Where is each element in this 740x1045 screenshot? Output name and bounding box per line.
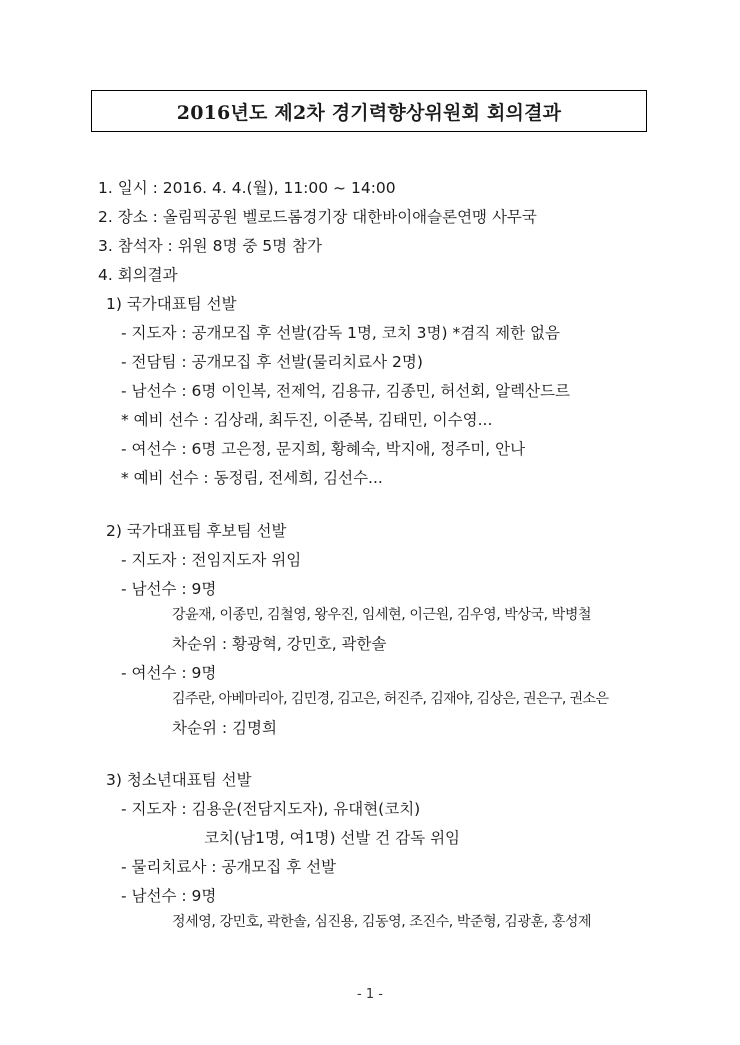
candidate-coach: - 지도자 : 전임지도자 위임 <box>121 551 302 569</box>
youth-physio: - 물리치료사 : 공개모집 후 선발 <box>121 858 337 876</box>
youth-men-list: 정세영, 강민호, 곽한솔, 심진용, 김동영, 조진수, 박준형, 김광훈, 홍성제 <box>172 914 592 930</box>
national-men-reserve: * 예비 선수 : 김상래, 최두진, 이준복, 김태민, 이수영... <box>121 411 493 429</box>
national-women-reserve: * 예비 선수 : 동정림, 전세희, 김선수... <box>121 469 383 487</box>
item-place: 2. 장소 : 올림픽공원 벨로드롬경기장 대한바이애슬론연맹 사무국 <box>98 208 537 226</box>
candidate-women-list: 김주란, 아베마리아, 김민경, 김고은, 허진주, 김재야, 김상은, 권은구, 권소은 <box>172 691 609 707</box>
section-candidate-team: 2) 국가대표팀 후보팀 선발 <box>106 522 287 540</box>
candidate-men: - 남선수 : 9명 <box>121 580 217 598</box>
candidate-women: - 여선수 : 9명 <box>121 664 217 682</box>
section-national-team: 1) 국가대표팀 선발 <box>106 295 237 313</box>
youth-coach-note: 코치(남1명, 여1명) 선발 건 감독 위임 <box>204 829 461 847</box>
national-staff: - 전담팀 : 공개모집 후 선발(물리치료사 2명) <box>121 353 423 371</box>
candidate-men-list: 강윤재, 이종민, 김철영, 왕우진, 임세현, 이근원, 김우영, 박상국, 박병철 <box>172 607 592 623</box>
item-attendees: 3. 참석자 : 위원 8명 중 5명 참가 <box>98 237 322 255</box>
section-youth-team: 3) 청소년대표팀 선발 <box>106 771 252 789</box>
national-coach: - 지도자 : 공개모집 후 선발(감독 1명, 코치 3명) *겸직 제한 없음 <box>121 324 560 342</box>
youth-men: - 남선수 : 9명 <box>121 887 217 905</box>
document-title: 2016년도 제2차 경기력향상위원회 회의결과 <box>176 101 562 124</box>
candidate-men-next: 차순위 : 황광혁, 강민호, 곽한솔 <box>172 635 387 653</box>
candidate-women-next: 차순위 : 김명희 <box>172 719 277 737</box>
page-number: - 1 - <box>357 987 383 1002</box>
national-women: - 여선수 : 6명 고은정, 문지희, 황혜숙, 박지애, 정주미, 안나 <box>121 440 526 458</box>
item-date: 1. 일시 : 2016. 4. 4.(월), 11:00 ~ 14:00 <box>98 179 396 197</box>
title-box <box>91 90 647 132</box>
youth-coach: - 지도자 : 김용운(전담지도자), 유대현(코치) <box>121 800 421 818</box>
item-results-heading: 4. 회의결과 <box>98 266 178 284</box>
national-men: - 남선수 : 6명 이인복, 전제억, 김용규, 김종민, 허선회, 알렉산드르 <box>121 382 571 400</box>
